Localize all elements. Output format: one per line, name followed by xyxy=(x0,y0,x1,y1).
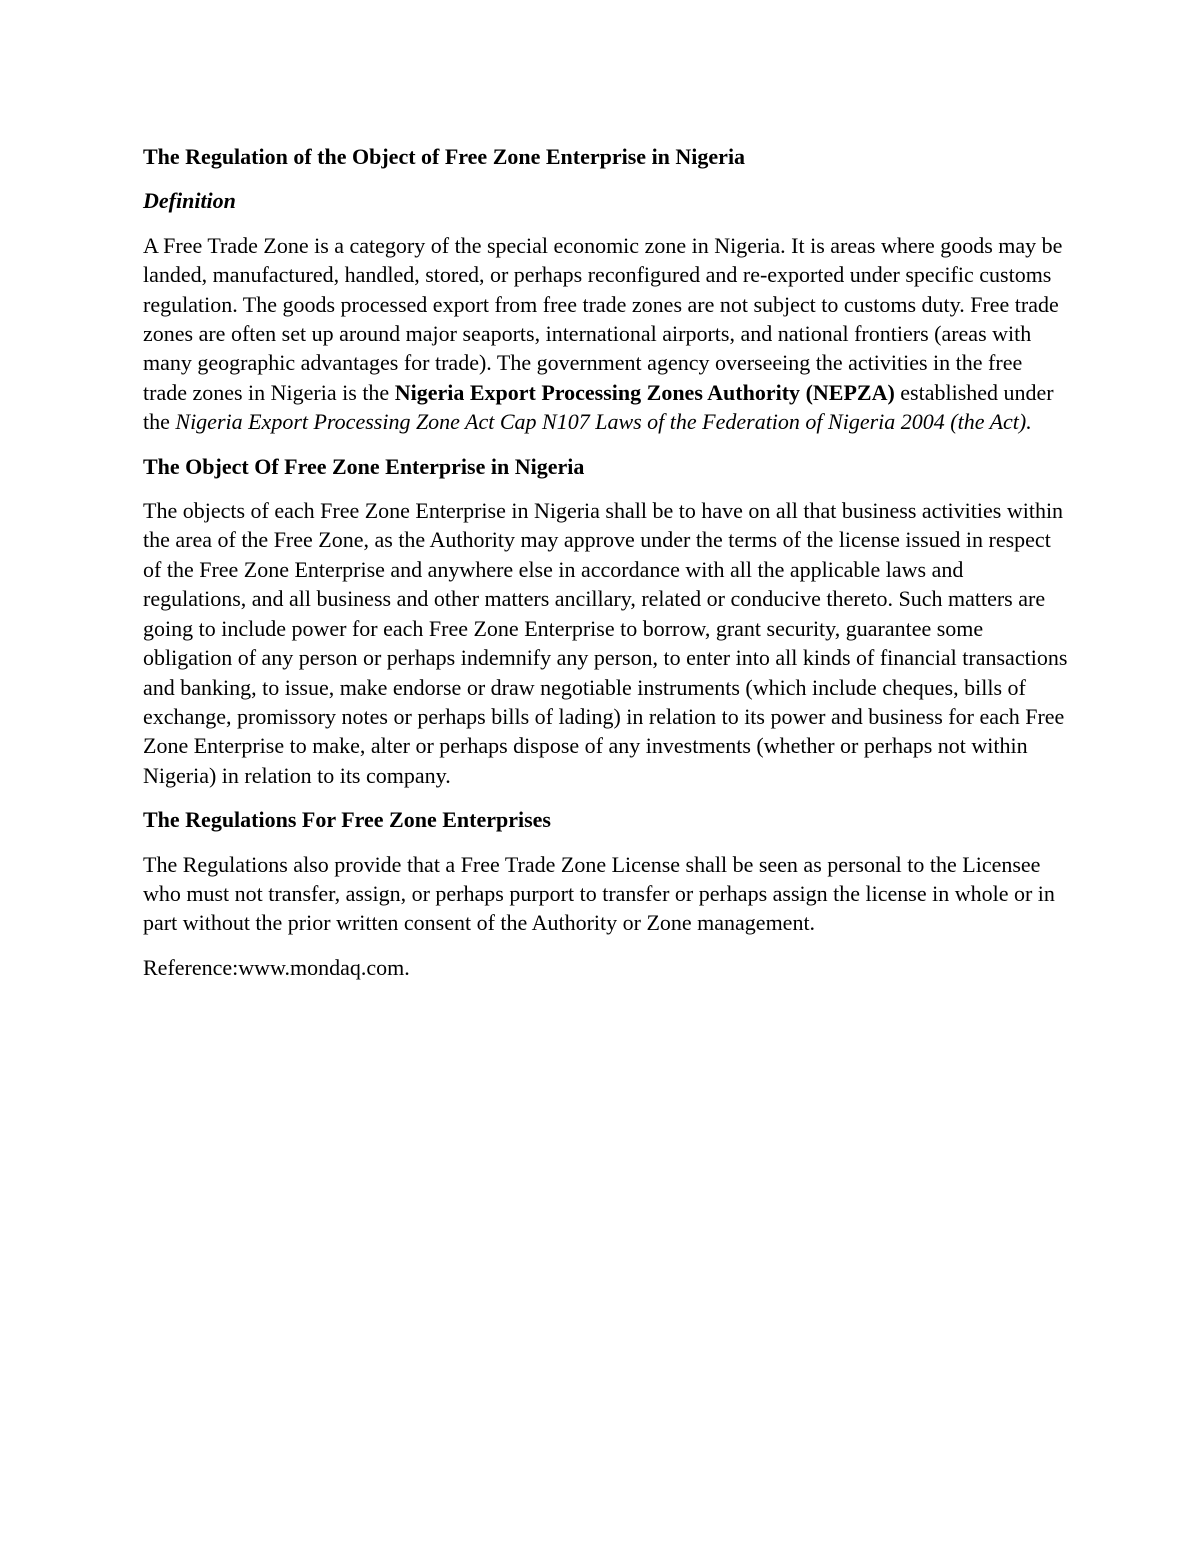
definition-heading: Definition xyxy=(143,188,236,214)
agency-name: Nigeria Export Processing Zones Authority xyxy=(394,379,801,405)
regulations-paragraph: The Regulations also provide that a Free Trade Zone License shall be seen as personal to the Licensee who must not transfer, assign, or perhaps purport to transfer or perhaps assign the license in whole or in part without the prior written consent of the Authority or Zone management. xyxy=(143,851,1055,936)
object-paragraph: The objects of each Free Zone Enterprise in Nigeria shall be to have on all that business activities within the area of the Free Zone, as the Authority may approve under the terms of the license issued in respect of the Free Zone Enterprise and anywhere else in accordance with all the applicable laws and regulations, and all business and other matters ancillary, related or conducive thereto. Such matters are going to include power for each Free Zone Enterprise to borrow, grant security, guarantee some obligation of any person or perhaps indemnify any person, to enter into all kinds of financial transactions and banking, to issue, make endorse or draw negotiable instruments (which include cheques, bills of exchange, promissory notes or perhaps bills of lading) in relation to its power and business for each Free Zone Enterprise to make, alter or perhaps dispose of any investments (whether or perhaps not within Nigeria) in relation to its company. xyxy=(143,498,1068,788)
definition-paragraph xyxy=(143,231,1068,437)
agency-acronym: (NEPZA) xyxy=(805,379,895,405)
definition-text-part3: established under the xyxy=(143,379,1054,435)
act-citation: Nigeria Export Processing Zone Act Cap N107 Laws of the Federation of Nigeria 2004 (the Act). xyxy=(175,409,1032,435)
section-heading-object: The Object Of Free Zone Enterprise in Nigeria xyxy=(143,453,585,479)
document-body xyxy=(143,142,1068,997)
definition-text-part1: A Free Trade Zone is a category of the special economic zone in Nigeria. It is areas where goods may be landed, manufactured, handled, stored, or perhaps reconfigured and re-exported under specific customs regulation. The goods processed export from free trade zones are not subject to customs duty. Free trade zones are often set up around major seaports, international airports, and national frontiers (areas with many geographic advantages for trade). The government agency overseeing the activities in the free trade zones in Nigeria is the xyxy=(143,232,1063,405)
section-heading-regulations: The Regulations For Free Zone Enterprises xyxy=(143,807,551,833)
reference-line: Reference:www.mondaq.com. xyxy=(143,954,410,980)
document-title: The Regulation of the Object of Free Zone Enterprise in Nigeria xyxy=(143,144,746,169)
